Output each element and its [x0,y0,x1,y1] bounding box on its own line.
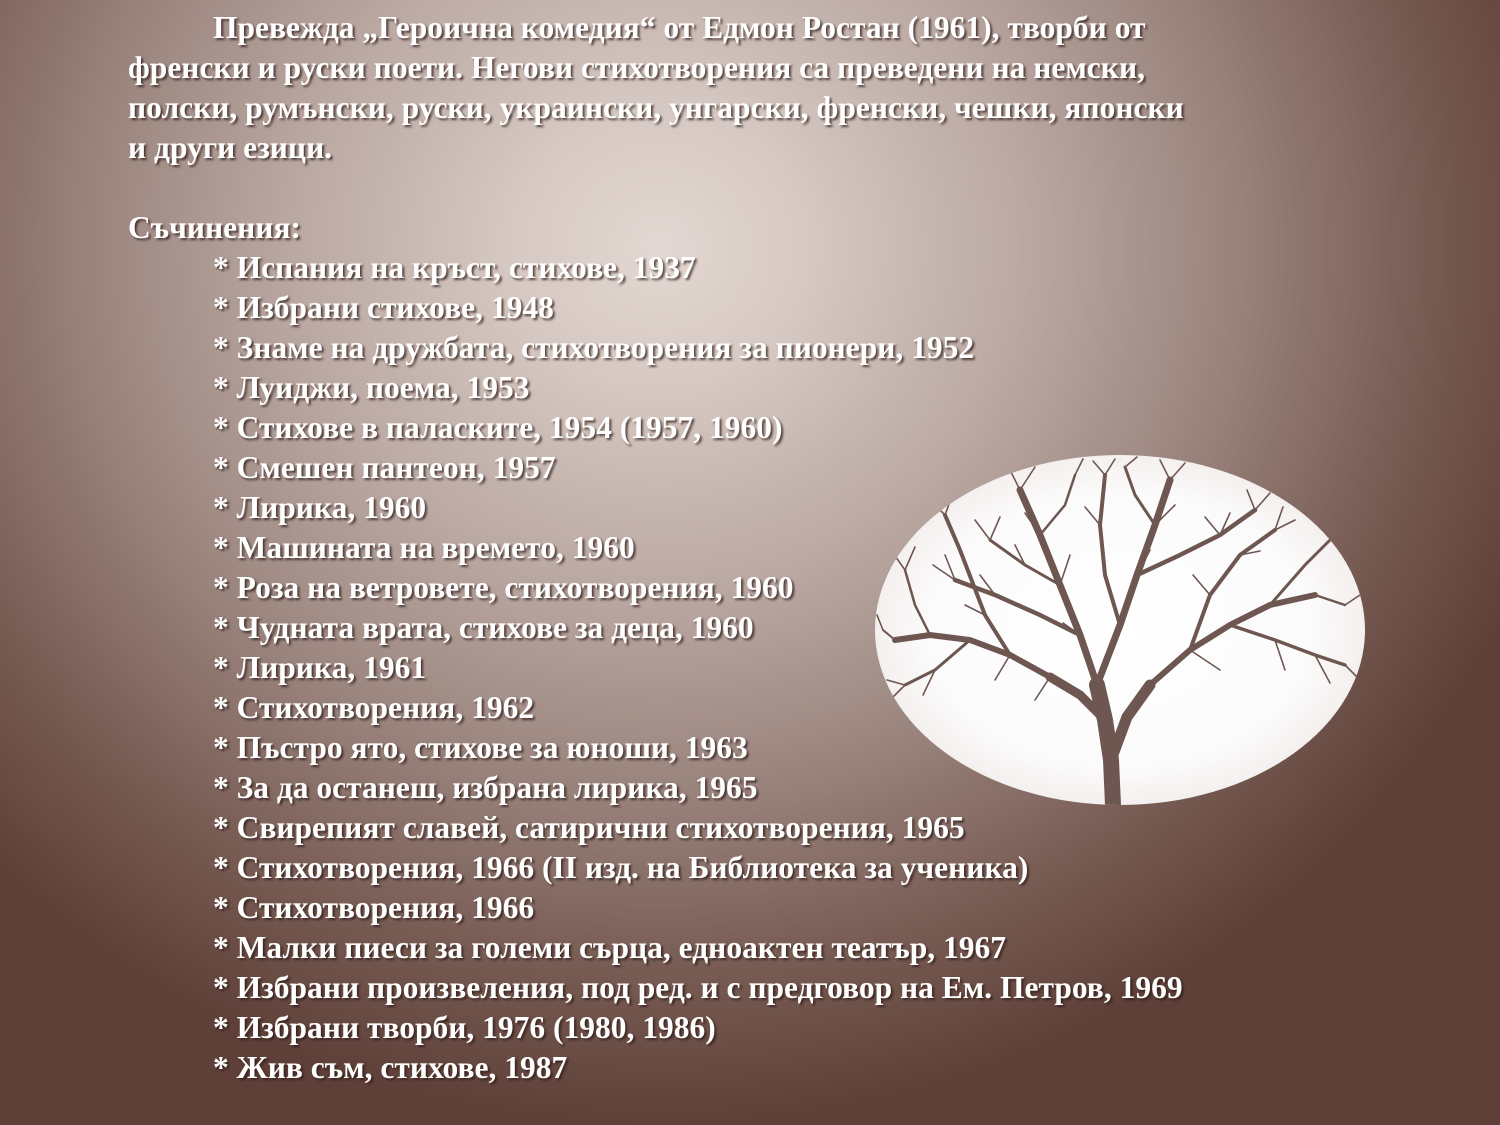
list-item: * Лирика, 1961 [213,650,427,685]
list-item: * Машината на времето, 1960 [213,530,635,565]
works-list [128,248,1368,1088]
list-item: * Стихотворения, 1966 [213,890,535,925]
list-item: * Стихове в паласките, 1954 (1957, 1960) [213,410,783,445]
intro-line: полски, румънски, руски, украински, унгарски, френски, чешки, японски [128,90,1184,125]
list-item: * Луиджи, поема, 1953 [213,370,530,405]
list-item: * Малки пиеси за големи сърца, едноактен театър, 1967 [213,930,1006,965]
paragraph-spacer [128,168,1368,208]
list-item: * Испания на кръст, стихове, 1937 [213,250,696,285]
list-item: * Роза на ветровете, стихотворения, 1960 [213,570,794,605]
list-item: * Смешен пантеон, 1957 [213,450,556,485]
list-item: * Избрани творби, 1976 (1980, 1986) [213,1010,716,1045]
intro-line: френски и руски поети. Негови стихотворения са преведени на немски, [128,50,1145,85]
list-item: * Лирика, 1960 [213,490,427,525]
list-item: * Чудната врата, стихове за деца, 1960 [213,610,754,645]
intro-paragraph [128,8,1368,168]
list-item: * Избрани стихове, 1948 [213,290,554,325]
list-item: * Пъстро ято, стихове за юноши, 1963 [213,730,748,765]
list-item: * За да останеш, избрана лирика, 1965 [213,770,758,805]
list-item: * Стихотворения, 1966 (II изд. на Библиотека за ученика) [213,850,1029,885]
works-heading: Съчинения: [128,210,301,245]
list-item: * Свирепият славей, сатирични стихотворения, 1965 [213,810,965,845]
list-item: * Жив съм, стихове, 1987 [213,1050,568,1085]
slide-text [128,8,1368,1088]
intro-line: и други езици. [128,130,333,165]
list-item: * Знаме на дружбата, стихотворения за пионери, 1952 [213,330,975,365]
list-item: * Избрани произвеления, под ред. и с предговор на Ем. Петров, 1969 [213,970,1183,1005]
intro-line: Превежда „Героична комедия“ от Едмон Ростан (1961), творби от [213,10,1146,45]
list-item: * Стихотворения, 1962 [213,690,535,725]
